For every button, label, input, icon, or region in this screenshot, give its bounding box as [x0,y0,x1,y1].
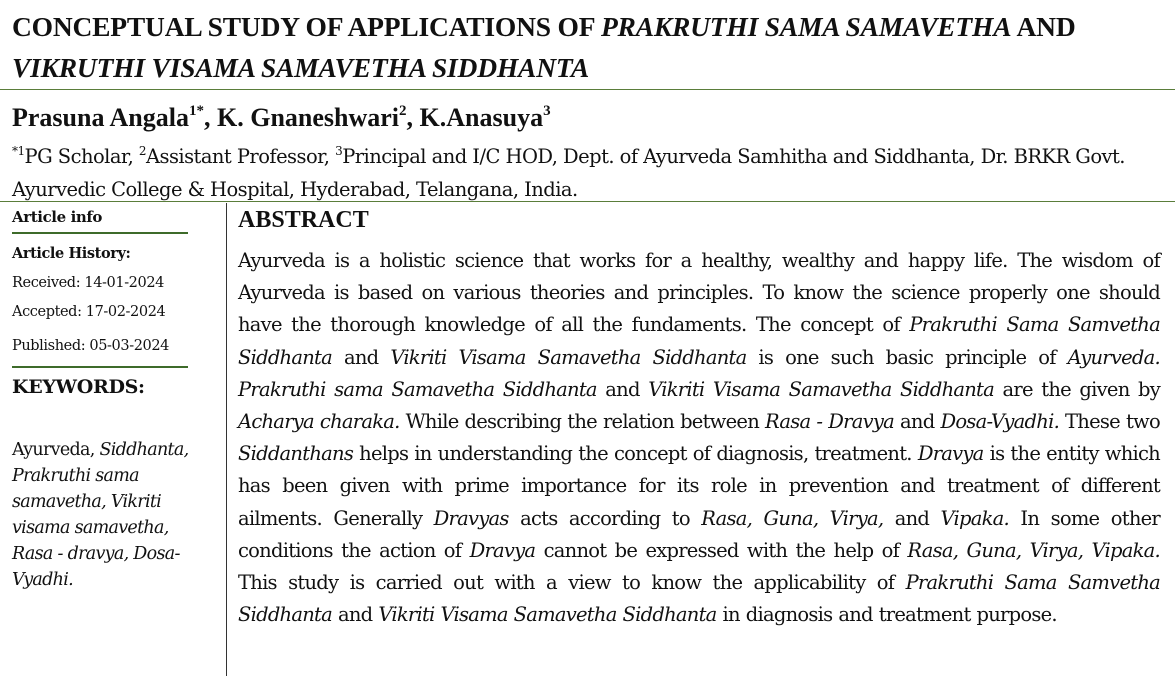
author-3-mark: 3 [543,103,551,119]
published-date: Published: 05-03-2024 [12,338,169,354]
title-divider [0,89,1175,90]
author-list: Prasuna Angala$^{1*}$, K. Gnaneshwari$^2$, K.Anasuya$^3$ [12,103,551,132]
column-divider [226,203,227,676]
abstract-heading: ABSTRACT [238,207,369,233]
title-text-and: AND [1011,11,1076,42]
article-info-heading: Article info [12,208,103,226]
affiliation: $^{*1}$PG Scholar, $^2$Assistant Professor, $^3$Principal and I/C HOD, Dept. of Ayurveda Samhitha and Siddhanta, Dr. BRKR Govt. Ayurvedic College & Hospital, Hyderabad, Telangana, India. [12,144,1125,201]
author-1-mark: 1* [189,103,204,119]
author-3: K.Anasuya [419,103,544,132]
article-history-label: Article History: [12,245,131,262]
paper-title [12,6,1162,88]
accepted-date: Accepted: 17-02-2024 [12,304,166,320]
history-rule [12,366,188,368]
title-text: CONCEPTUAL STUDY OF APPLICATIONS OF [12,11,601,42]
header-divider [0,201,1175,202]
keywords-list: Ayurveda, Siddhanta, Prakruthi sama samavetha, Vikriti visama samavetha, Rasa - dravya, Dosa-Vyadhi. [12,440,189,590]
abstract-body: Ayurveda is a holistic science that works for a healthy, wealthy and happy life. The wisdom of Ayurveda is based on various theories and principles. To know the science properly one should have the thorough knowledge of all the fundaments. The concept of Prakruthi Sama Samvetha Siddhanta and Vikriti Visama Samavetha Siddhanta is one such basic principle of Ayurveda. Prakruthi sama Samavetha Siddhanta and Vikriti Visama Samavetha Siddhanta are the given by Acharya charaka. While describing the relation between Rasa - Dravya and Dosa-Vyadhi. These two Siddanthans helps in understanding the concept of diagnosis, treatment. Dravya is the entity which has been given with prime importance for its role in prevention and treatment of different ailments. Generally Dravyas acts according to Rasa, Guna, Virya, and Vipaka. In some other conditions the action of Dravya cannot be expressed with the help of Rasa, Guna, Virya, Vipaka. This study is carried out with a view to know the applicability of Prakruthi Sama Samvetha Siddhanta and Vikriti Visama Samavetha Siddhanta in diagnosis and treatment purpose. [238,249,1161,627]
article-info-rule [12,232,188,234]
title-italic-1: PRAKRUTHI SAMA SAMAVETHA [600,11,1012,42]
title-italic-2: VIKRUTHI VISAMA SAMAVETHA SIDDHANTA [12,52,590,83]
author-2: K. Gnaneshwari [217,103,400,132]
keywords-heading: KEYWORDS: [12,376,145,398]
author-1: Prasuna Angala [12,103,189,132]
author-2-mark: 2 [399,103,407,119]
received-date: Received: 14-01-2024 [12,275,164,291]
